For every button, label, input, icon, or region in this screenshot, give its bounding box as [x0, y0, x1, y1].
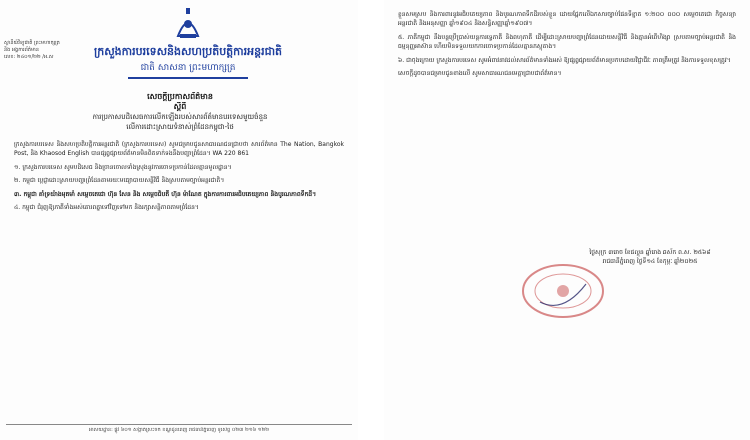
address-line: និង អង្គការព័ត៌មាន [4, 47, 39, 53]
title-subject: ស្តីពី [173, 102, 187, 111]
address-line: លេខ: ២៤០១/២២ /អ.ស [4, 54, 54, 60]
press-release-page-1 [0, 0, 358, 440]
closing-paragraph: សេចក្តីដូចបានជម្រាបជូនខាងលើ សូមសាធារណជនមេត្តាជ្រាបជាព័ត៌មាន។ [398, 70, 562, 78]
footer-address: អាសយដ្ឋាន: ផ្លូវ ៦០១ សង្កាត់ស្រះចក ខណ្ឌដូនពេញ រាជធានីភ្នំពេញ ទូរស័ព្ទ ០២៣ ២១៦ ១២២ [88, 427, 270, 433]
body-text [398, 10, 736, 82]
press-release-page-2 [384, 0, 750, 440]
ministry-name: ក្រសួងការបរទេសនិងសហប្រតិបត្តិការអន្តរជាតិ [93, 45, 283, 58]
paragraph: ៣. កម្ពុជា គាំទ្រយ៉ាងមុតមាំ សម្ដេចតេជោ ហ៊ុន សែន និង សម្ដេចធិបតី ហ៊ុន ម៉ាណែត ក្នុងការការពារអធិបតេយ្យភាព និងបូរណភាពទឹកដី។ [14, 190, 317, 198]
footer-divider [6, 424, 352, 425]
royal-crest-icon [168, 6, 208, 40]
place-and-date: រាជធានីភ្នំពេញ ថ្ងៃទី១៤ ខែកុម្ភៈ ឆ្នាំ២០២៥ [602, 258, 698, 265]
page-gap [358, 0, 384, 440]
national-motto: ជាតិ សាសនា ព្រះមហាក្សត្រ [140, 63, 236, 73]
body-text [14, 140, 344, 216]
address-line: ស្ថានីយ៍វិទ្យុជាតិ ព្រះមហាក្សត្រ [4, 40, 60, 46]
document-title [20, 92, 340, 132]
paragraph: ២. កម្ពុជា ប្តេជ្ញាដោះស្រាយបញ្ហាព្រំដែនតាមរយៈមធ្យោបាយសន្តិវិធី និងស្របតាមច្បាប់អន្តរជាតិ។ [14, 177, 225, 185]
paragraph: ៦. ជាចុងក្រោយ ក្រសួងការបរទេស សូមអំពាវនាវដល់សារព័ត៌មានទាំងអស់ ឱ្យផ្សព្វផ្សាយព័ត៌មានប្រកបដោយវិជ្ជាជីវៈ ភាពត្រឹមត្រូវ និងការទទួលខុសត្រូវ។ [398, 56, 731, 64]
paragraph: ៥. ភាគីកម្ពុជា នឹងបន្តប្រើប្រាស់យន្តការទ្វេភាគី និងពហុភាគី ដើម្បីដោះស្រាយបញ្ហាព្រំដែនដោយសន្តិវិធី និងគ្មានអំពើហិង្សា ស្របតាមច្បាប់អន្តរជាតិ និងធម្មនុញ្ញអាស៊ាន ហើយមិនទទួលយកការចោទប្រកាន់ដែលគ្មានភស្តុតាង។ [398, 33, 736, 51]
lunar-date: ថ្ងៃសុក្រ ៣រោច ខែផល្គុន ឆ្នាំរោង ឆស័ក ព.ស. ២៥៦៨ [589, 249, 711, 256]
title-heading: សេចក្តីប្រកាសព័ត៌មាន [147, 92, 213, 101]
paragraph: ខ្លួនសមស្រប និងការពារនូវអធិបតេយ្យភាព និងបូរណភាពទឹកដីរបស់ខ្លួន ដោយផ្អែកលើឯកសារច្បាប់ផែនទីខ្នាត ១:២០០ ០០០ សម្ដេចតេជោ កិច្ចសន្យាអន្តរជាតិ និងអនុសញ្ញា ឆ្នាំ១៩០៤ និងសន្ធិសញ្ញាឆ្នាំ១៩០៧។ [398, 11, 736, 28]
paragraph: ៤. កម្ពុជា ជំរុញឱ្យភាគីទាំងអស់គោរពគ្នាទៅវិញទៅមក និងរក្សាសន្តិភាពតាមព្រំដែន។ [14, 204, 199, 212]
paragraph: ក្រសួងការបរទេស និងសហប្រតិបត្តិការអន្តរជាតិ (ក្រសួងការបរទេស) សូមជម្រាបជូនសាធារណជនជ្រាបថា សារព័ត៌មាន The Nation, Bangkok Post, និង Khaosod English បានផ្សព្វផ្សាយព័ត៌មានមិនពិតទាក់ទងនឹងបញ្ហាព្រំដែន។ WA 220 861 [14, 141, 344, 158]
official-stamp-icon [520, 262, 606, 320]
sender-address [4, 40, 116, 61]
title-line: លើការដោះស្រាយទំនាស់ព្រំដែនកម្ពុជា-ថៃ [126, 123, 234, 131]
paragraph: ១. ក្រសួងការបរទេស សូមបដិសេធ និងច្រានចោលទាំងស្រុងនូវការចោទប្រកាន់ដែលគ្មានមូលដ្ឋាន។ [14, 163, 232, 171]
title-line: ការប្រកាសបដិសេធការលើកឡើងរបស់សារព័ត៌មានបរទេសមួយចំនួន [92, 113, 268, 121]
motto-divider [128, 77, 248, 79]
